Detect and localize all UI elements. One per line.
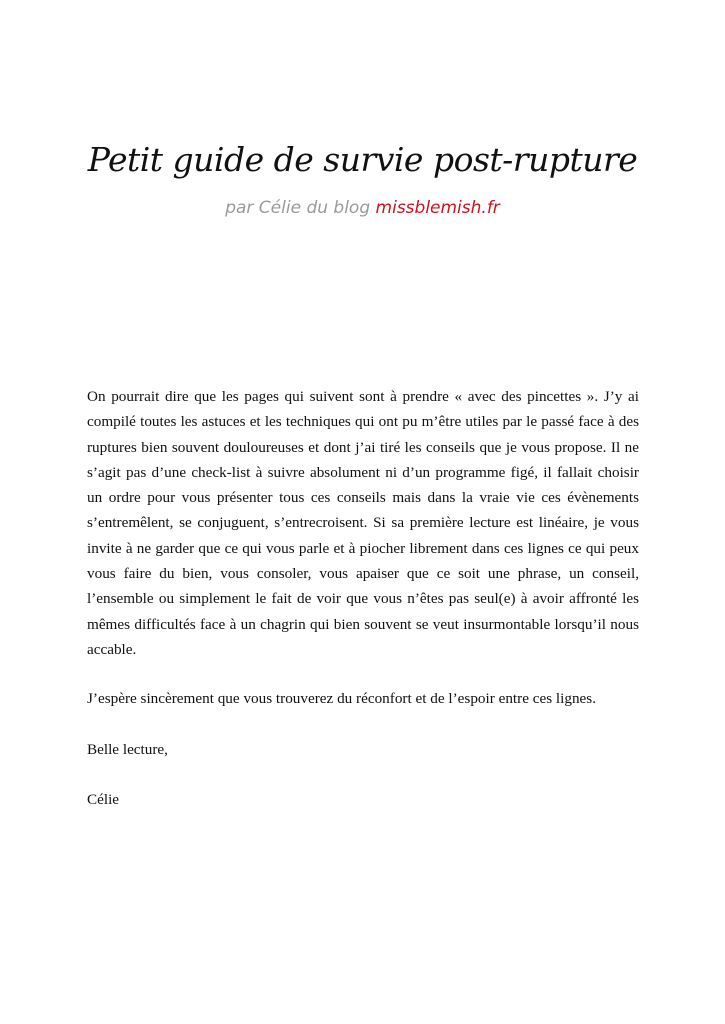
intro-paragraph: On pourrait dire que les pages qui suivent sont à prendre « avec des pincettes ». J’y ai compilé toutes les astuces et les techniques qui ont pu m’être utiles par le passé face à des ruptures bien souvent douloureuses et dont j’ai tiré les conseils que je vous propose. Il ne s’agit pas d’une check-list à suivre absolument ni d’un programme figé, il fallait choisir un ordre pour vous présenter tous ces conseils mais dans la vraie vie ces évènements s’entremêlent, se conjuguent, s’entrecroisent. Si sa première lecture est linéaire, je vous invite à ne garder que ce qui vous parle et à piocher librement dans ces lignes ce qui peux vous faire du bien, vous consoler, vous apaiser que ce soit une phrase, un conseil, l’ensemble ou simplement le fait de voir que vous n’êtes pas seul(e) à avoir affronté les mêmes difficultés face à un chagrin qui bien souvent se veut insurmontable lorsqu’il nous accable. <box>87 388 639 658</box>
subtitle-author: par Célie du blog <box>225 198 371 218</box>
document-title: Petit guide de survie post-rupture <box>87 140 638 179</box>
document-subtitle <box>0 198 725 218</box>
closing-paragraph: Belle lecture, <box>87 740 168 758</box>
document-body <box>87 384 639 837</box>
signature: Célie <box>87 790 120 808</box>
hope-paragraph: J’espère sincèrement que vous trouverez du réconfort et de l’espoir entre ces lignes. <box>87 690 596 708</box>
blog-name: missblemish.fr <box>375 198 500 218</box>
